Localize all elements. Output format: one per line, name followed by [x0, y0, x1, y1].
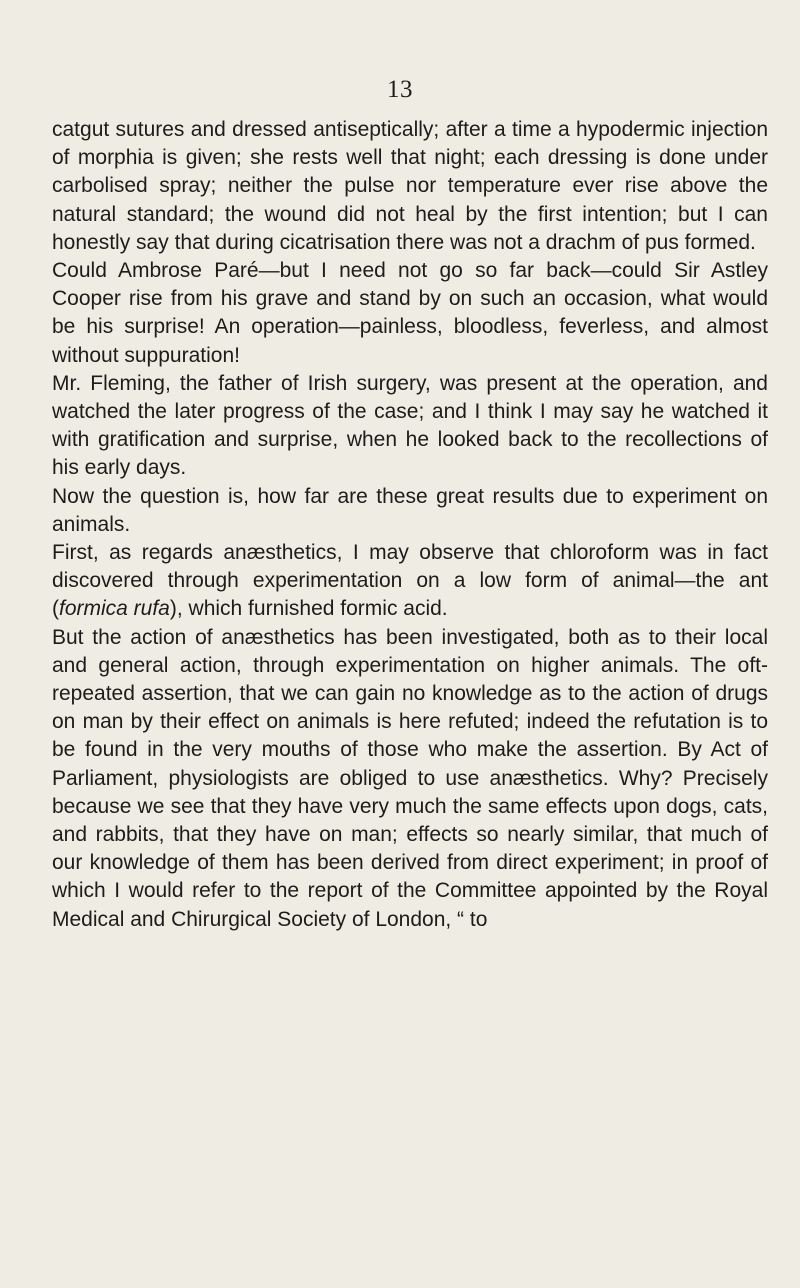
paragraph-3: Mr. Fleming, the father of Irish surgery, was present at the operation, and watched the later progress of the case; and I think I may say he watched it with gratification and surprise, when he looked back to the recollections of his early days.: [52, 371, 768, 480]
paragraph-6: But the action of anæsthetics has been investigated, both as to their local and general action, through experimentation on higher animals. The oft-repeated assertion, that we can gain no knowledge as to the action of drugs on man by their effect on animals is here refuted; indeed the refutation is to be found in the very mouths of those who make the assertion. By Act of Parliament, physiologists are obliged to use anæsthetics. Why? Precisely because we see that they have very much the same effects upon dogs, cats, and rabbits, that they have on man; effects so nearly similar, that much of our knowledge of them has been derived from direct experiment; in proof of which I would refer to the report of the Committee appointed by the Royal Medical and Chirurgical Society of London, “ to: [52, 625, 768, 931]
body-text: [52, 116, 768, 934]
paragraph-2: Could Ambrose Paré—but I need not go so far back—could Sir Astley Cooper rise from his grave and stand by on such an occasion, what would be his surprise! An operation—painless, bloodless, feverless, and almost without suppuration!: [52, 259, 768, 367]
paragraph-5-text-after: ), which furnished formic acid.: [169, 597, 448, 621]
paragraph-1: catgut sutures and dressed antiseptically; after a time a hypodermic injection of morphia is given; she rests well that night; each dressing is done under carbolised spray; neither the pulse nor temperature ever rise above the natural standard; the wound did not heal by the first intention; but I can honestly say that during cicatrisation there was not a drachm of pus formed.: [52, 118, 768, 254]
paragraph-5: [52, 539, 768, 624]
paragraph-4: Now the question is, how far are these great results due to experiment on animals.: [52, 484, 768, 536]
paragraph-5-text-before: First, as regards anæsthetics, I may observe that chloroform was in fact discovered through experimentation on a low form of animal—the ant (: [52, 541, 768, 621]
page-number: 13: [387, 76, 413, 103]
paragraph-5-italic-term: formica rufa: [59, 597, 170, 621]
